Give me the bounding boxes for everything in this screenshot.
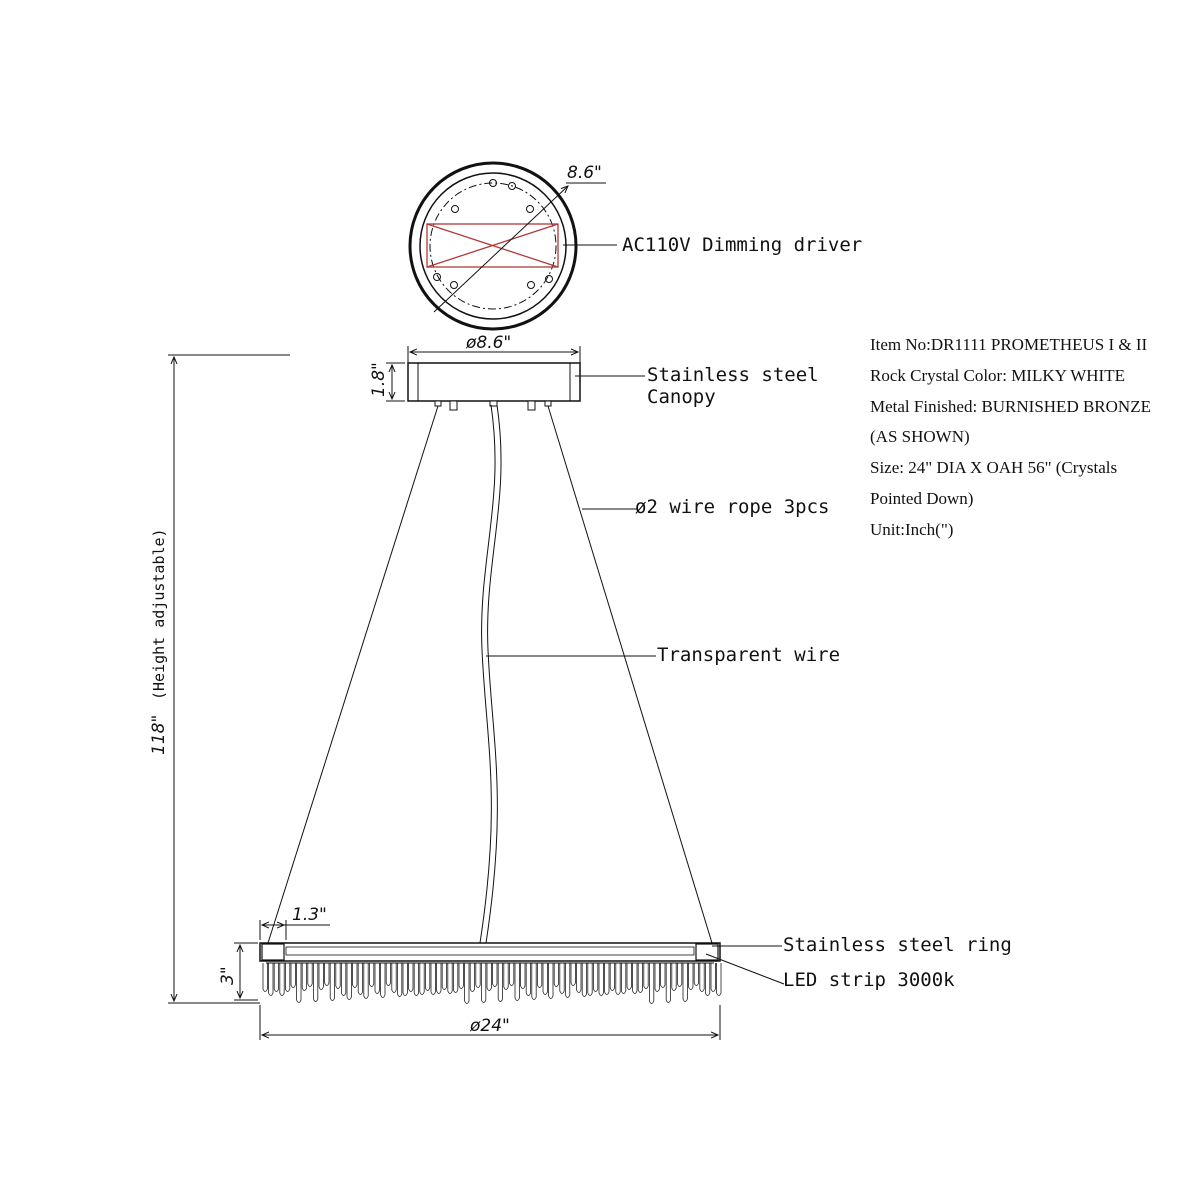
crystal-rod <box>442 963 446 990</box>
crystal-rod <box>347 963 351 1000</box>
crystal-rod <box>420 963 424 995</box>
spec-block <box>870 330 1200 546</box>
crystal-row <box>263 963 721 1004</box>
crystal-rod <box>526 963 530 996</box>
ring-assembly <box>260 943 721 1004</box>
crystal-rod <box>655 963 659 992</box>
crystal-rod <box>638 963 642 993</box>
crystal-rod <box>285 963 289 992</box>
crystal-rod <box>476 963 480 988</box>
canopy-fittings <box>435 401 551 410</box>
crystal-rod <box>325 963 329 986</box>
ring-height-label: 3" <box>218 966 238 985</box>
crystal-rod <box>560 963 564 994</box>
crystal-rod <box>263 963 267 992</box>
crystal-rod <box>280 963 284 996</box>
crystal-rod <box>487 963 491 991</box>
crystal-rod <box>565 963 569 998</box>
spec-item-no: Item No:DR1111 PROMETHEUS I & II <box>870 335 1148 354</box>
crystal-rod <box>711 963 715 992</box>
crystal-rod <box>392 963 396 993</box>
crystal-rod <box>403 963 407 996</box>
crystal-rod <box>425 963 429 991</box>
crystal-rod <box>504 963 508 990</box>
crystal-rod <box>605 963 609 995</box>
canopy-label-line2: Canopy <box>647 386 716 408</box>
crystal-rod <box>537 963 541 988</box>
crystal-rod <box>498 963 502 1002</box>
ring-label: Stainless steel ring <box>783 934 1012 956</box>
crystal-rod <box>677 963 681 987</box>
canopy-side-view <box>369 333 819 410</box>
crystal-rod <box>319 963 323 990</box>
crystal-rod <box>549 963 553 999</box>
crystal-rod <box>571 963 575 986</box>
overall-height-label: 118" <box>149 714 169 755</box>
crystal-rod <box>599 963 603 996</box>
spec-size-cont: Pointed Down) <box>870 488 974 508</box>
height-note-label: (Height adjustable) <box>150 528 168 700</box>
driver-label: AC110V Dimming driver <box>622 234 863 256</box>
crystal-rod <box>672 963 676 991</box>
wire-rope-label: ø2 wire rope 3pcs <box>635 496 830 518</box>
crystal-rod <box>705 963 709 996</box>
wire-rope-right <box>548 406 712 943</box>
crystal-rod <box>621 963 625 994</box>
crystal-rod <box>649 963 653 1004</box>
crystal-rod <box>616 963 620 995</box>
crystal-rod <box>577 963 581 993</box>
crystal-rod <box>341 963 345 996</box>
suspension <box>268 405 712 943</box>
crystal-rod <box>515 963 519 1001</box>
crystal-rod <box>375 963 379 994</box>
spec-metal-finish: Metal Finished: BURNISHED BRONZE <box>870 396 1151 416</box>
spec-as-shown: (AS SHOWN) <box>870 427 970 447</box>
crystal-rod <box>666 963 670 1003</box>
canopy-top-view <box>410 163 862 329</box>
crystal-rod <box>437 963 441 994</box>
crystal-rod <box>448 963 452 994</box>
crystal-rod <box>700 963 704 992</box>
led-label: LED strip 3000k <box>783 969 955 991</box>
crystal-rod <box>453 963 457 993</box>
crystal-rod <box>431 963 435 995</box>
crystal-rod <box>493 963 497 987</box>
transparent-wire <box>480 405 495 943</box>
wire-rope-left <box>268 406 438 943</box>
crystal-rod <box>661 963 665 988</box>
crystal-rod <box>269 963 273 996</box>
crystal-rod <box>694 963 698 986</box>
crystal-rod <box>297 963 301 1003</box>
spec-size: Size: 24" DIA X OAH 56" (Crystals <box>870 458 1118 478</box>
steel-ring <box>260 943 720 961</box>
crystal-rod <box>588 963 592 996</box>
crystal-rod <box>414 963 418 996</box>
crystal-rod <box>627 963 631 990</box>
mounting-holes <box>434 180 553 289</box>
crystal-rod <box>409 963 413 992</box>
canopy-diameter-label: ø8.6" <box>466 333 512 353</box>
crystal-rod <box>554 963 558 987</box>
top-diameter-label: 8.6" <box>567 163 602 183</box>
crystal-rod <box>610 963 614 991</box>
crystal-rod <box>543 963 547 995</box>
crystal-rod <box>582 963 586 997</box>
crystal-rod <box>386 963 390 986</box>
ring-width-label: 1.3" <box>292 905 327 925</box>
crystal-rod <box>330 963 334 1001</box>
crystal-rod <box>532 963 536 1000</box>
crystal-rod <box>509 963 513 986</box>
transparent-wire-label: Transparent wire <box>657 644 841 666</box>
driver-box <box>427 224 558 267</box>
ring-diameter-label: ø24" <box>470 1016 510 1036</box>
crystal-rod <box>470 963 474 992</box>
crystal-rod <box>291 963 295 988</box>
crystal-rod <box>336 963 340 989</box>
crystal-rod <box>358 963 362 995</box>
crystal-rod <box>353 963 357 988</box>
crystal-rod <box>369 963 373 987</box>
crystal-rod <box>302 963 306 991</box>
spec-crystal-color: Rock Crystal Color: MILKY WHITE <box>870 365 1125 385</box>
crystal-rod <box>633 963 637 994</box>
crystal-rod <box>313 963 317 1002</box>
crystal-rod <box>481 963 485 1003</box>
canopy-height-label: 1.8" <box>369 362 389 397</box>
crystal-rod <box>689 963 693 990</box>
crystal-rod <box>459 963 463 989</box>
crystal-rod <box>274 963 278 992</box>
crystal-rod <box>397 963 401 997</box>
canopy-label-line1: Stainless steel <box>647 364 819 386</box>
crystal-rod <box>364 963 368 999</box>
crystal-rod <box>717 963 721 996</box>
spec-unit: Unit:Inch(") <box>870 519 954 539</box>
crystal-rod <box>308 963 312 987</box>
crystal-rod <box>465 963 469 1004</box>
crystal-rod <box>644 963 648 989</box>
crystal-rod <box>381 963 385 998</box>
crystal-rod <box>521 963 525 989</box>
crystal-rod <box>683 963 687 1002</box>
overall-height-dimension <box>149 355 290 1003</box>
crystal-rod <box>593 963 597 992</box>
